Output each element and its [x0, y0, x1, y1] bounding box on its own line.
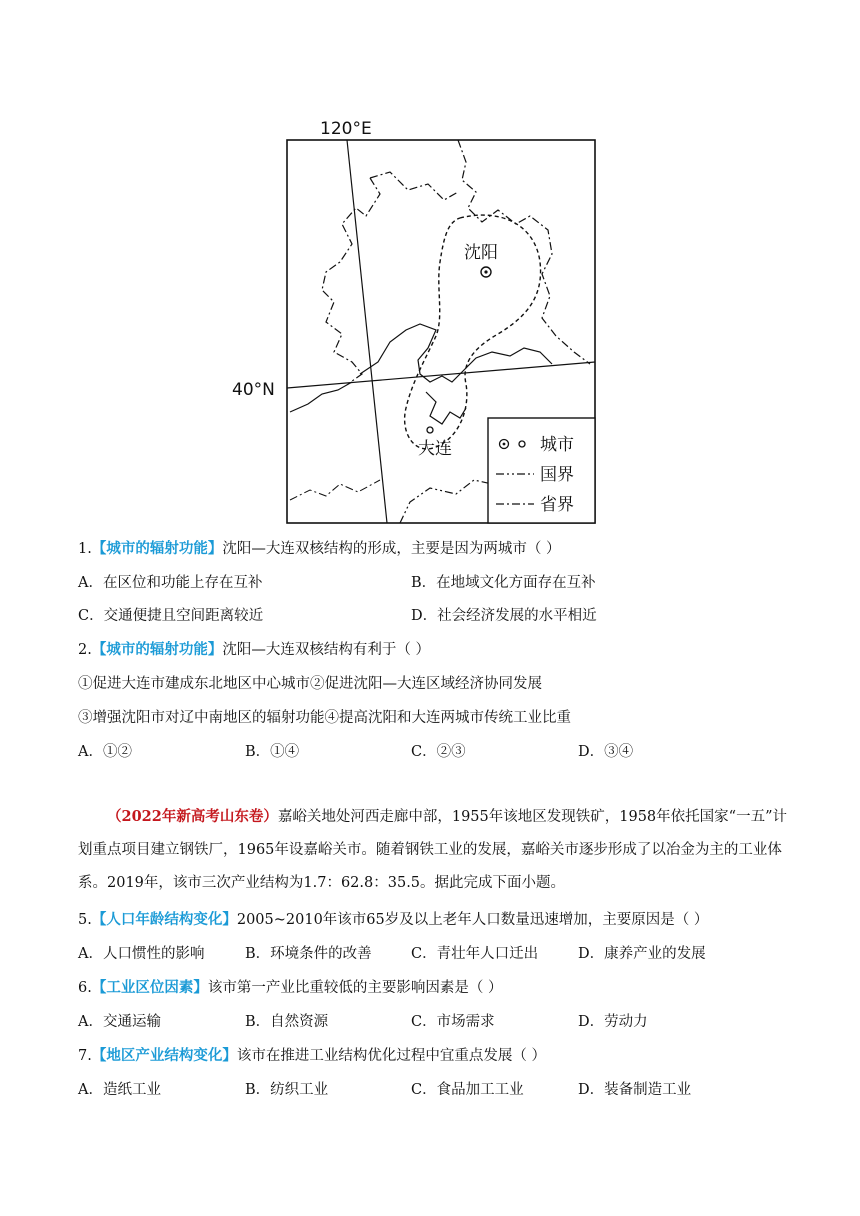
option-c: C．②③ [411, 744, 466, 760]
option-d: D．劳动力 [578, 1014, 648, 1030]
legend-provincial-label: 省界 [540, 495, 574, 515]
option-a: A．交通运输 [78, 1014, 161, 1030]
question-text: 该市第一产业比重较低的主要影响因素是（ ） [207, 980, 503, 996]
provincial-border-south [290, 480, 380, 500]
question-tag: 【地区产业结构变化】 [91, 1047, 237, 1064]
provincial-border [322, 140, 590, 384]
question-7-stem [78, 1046, 546, 1066]
option-c: C．食品加工工业 [411, 1082, 524, 1098]
city-shenyang-label: 沈阳 [464, 243, 498, 263]
question-number: 6. [78, 980, 92, 996]
option-c: C．交通便捷且空间距离较近 [78, 608, 264, 624]
question-2-item-line1: ①促进大连市建成东北地区中心城市②促进沈阳—大连区域经济协同发展 [78, 676, 542, 692]
coastline [290, 324, 552, 424]
map-figure [230, 112, 600, 527]
meridian-line [347, 140, 387, 523]
question-2-item-line2: ③增强沈阳市对辽中南地区的辐射功能④提高沈阳和大连两城市传统工业比重 [78, 710, 571, 726]
option-a: A．①② [78, 744, 132, 760]
option-d: D．③④ [578, 744, 634, 760]
question-number: 5. [78, 912, 92, 928]
question-text: 2005~2010年该市65岁及以上老年人口数量迅速增加，主要原因是（ ） [236, 912, 709, 928]
option-b: B．纺织工业 [245, 1082, 329, 1098]
option-d: D．社会经济发展的水平相近 [411, 608, 597, 624]
city-dalian-marker [427, 427, 433, 433]
reading-passage [78, 800, 790, 900]
question-text: 该市在推进工业结构优化过程中宜重点发展（ ） [236, 1048, 546, 1064]
legend-national-label: 国界 [540, 465, 574, 485]
option-a: A．人口惯性的影响 [78, 946, 205, 962]
latitude-label: 40°N [232, 380, 275, 400]
option-a: A．在区位和功能上存在互补 [78, 575, 263, 591]
option-b: B．环境条件的改善 [245, 946, 372, 962]
national-border [400, 480, 492, 523]
question-5-stem [78, 910, 708, 930]
option-b: B．在地域文化方面存在互补 [411, 575, 596, 591]
option-d: D．康养产业的发展 [578, 946, 706, 962]
question-tag: 【城市的辐射功能】 [91, 641, 223, 658]
question-6-stem [78, 978, 502, 998]
question-number: 7. [78, 1048, 92, 1064]
question-1-stem [78, 539, 560, 559]
option-c: C．青壮年人口迁出 [411, 946, 539, 962]
question-2-stem [78, 640, 430, 660]
parallel-line [287, 362, 595, 388]
question-number: 1. [78, 541, 92, 557]
question-tag: 【人口年龄结构变化】 [91, 911, 237, 928]
option-d: D．装备制造工业 [578, 1082, 692, 1098]
question-tag: 【工业区位因素】 [91, 979, 208, 996]
longitude-label: 120°E [320, 119, 372, 139]
city-shenyang-dot [484, 270, 487, 273]
passage-source: （2022年新高考山东卷） [107, 808, 278, 825]
option-c: C．市场需求 [411, 1014, 495, 1030]
option-a: A．造纸工业 [78, 1082, 161, 1098]
question-number: 2. [78, 642, 92, 658]
question-text: 沈阳—大连双核结构的形成，主要是因为两城市（ ） [222, 541, 561, 557]
option-b: B．自然资源 [245, 1014, 329, 1030]
legend-city-label: 城市 [540, 435, 574, 455]
liaoning-map [230, 112, 600, 527]
city-dalian-label: 大连 [418, 439, 452, 459]
passage-text: 嘉峪关地处河西走廊中部，1955年该地区发现铁矿，1958年依托国家“一五”计划重点项目建立钢铁厂，1965年设嘉峪关市。随着钢铁工业的发展，嘉峪关市逐步形成了以冶金为主的工业体系。2019年，该市三次产业结构为1.7：62.8：35.5。据此完成下面小题。 [78, 809, 787, 891]
question-text: 沈阳—大连双核结构有利于（ ） [222, 642, 430, 658]
option-b: B．①④ [245, 744, 300, 760]
legend-city-dot [503, 443, 506, 446]
question-tag: 【城市的辐射功能】 [91, 540, 223, 557]
